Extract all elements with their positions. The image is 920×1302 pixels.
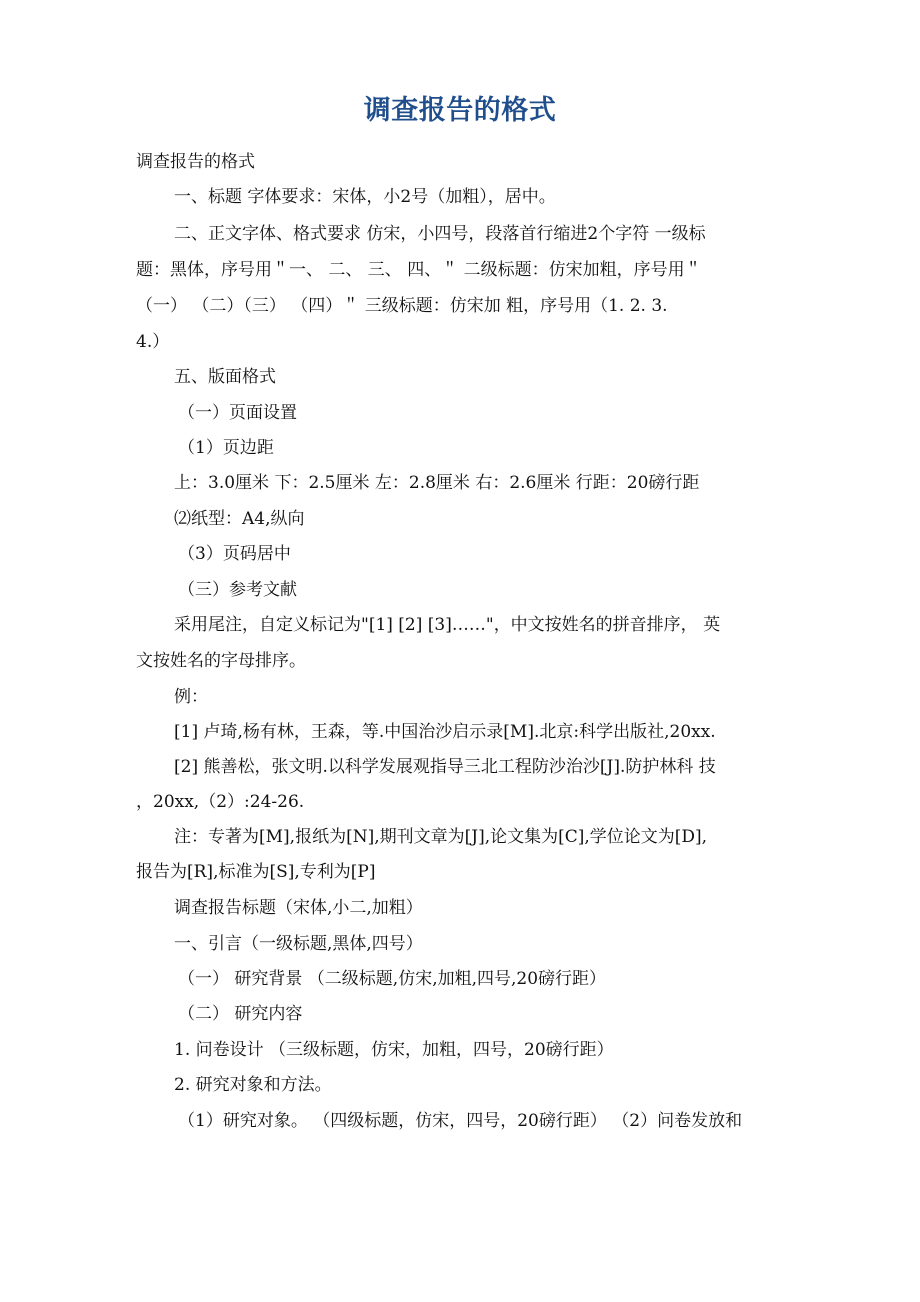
body-line: 一、引言（一级标题,黑体,四号） <box>174 934 423 954</box>
body-line: （三）参考文献 <box>178 580 297 600</box>
body-line: （1）研究对象。 （四级标题，仿宋，四号，20磅行距） （2）问卷发放和 <box>178 1111 743 1131</box>
body-line: 2. 研究对象和方法。 <box>174 1075 332 1095</box>
body-line: 题：黑体，序号用＂一、 二、 三、 四、＂ 二级标题：仿宋加粗，序号用＂ <box>136 260 702 280</box>
body-line: （一）页面设置 <box>178 403 297 423</box>
body-line: 例： <box>174 687 208 707</box>
body-line: 注：专著为[M],报纸为[N],期刊文章为[J],论文集为[C],学位论文为[D], <box>174 827 708 847</box>
body-line: ⑵纸型：A4,纵向 <box>174 509 305 529</box>
body-line: 二、正文字体、格式要求 仿宋，小四号，段落首行缩进2个字符 一级标 <box>174 224 706 244</box>
body-line: 调查报告标题（宋体,小二,加粗） <box>174 898 423 918</box>
body-line: 一、标题 字体要求：宋体，小2号（加粗），居中。 <box>174 187 556 207</box>
body-line: ，20xx,（2）:24-26. <box>136 792 305 812</box>
body-line: 五、版面格式 <box>174 367 276 387</box>
body-line: （一） 研究背景 （二级标题,仿宋,加粗,四号,20磅行距） <box>178 969 607 989</box>
body-line: 采用尾注，自定义标记为"[1] [2] [3]……"，中文按姓名的拼音排序， 英 <box>174 615 721 635</box>
body-line: （3）页码居中 <box>178 544 291 564</box>
body-line: 上：3.0厘米 下：2.5厘米 左：2.8厘米 右：2.6厘米 行距：20磅行距 <box>174 473 700 493</box>
reference-item: [2] 熊善松，张文明.以科学发展观指导三北工程防沙治沙[J].防护林科 技 <box>174 757 716 777</box>
body-line: 4.） <box>136 332 170 352</box>
body-line: （一） （二）（三） （四）＂ 三级标题：仿宋加 粗，序号用（1. 2. 3. <box>136 296 668 316</box>
body-line: 调查报告的格式 <box>136 152 255 172</box>
body-line: 报告为[R],标准为[S],专利为[P] <box>136 862 376 882</box>
body-line: （二） 研究内容 <box>178 1004 303 1024</box>
reference-item: [1] 卢琦,杨有林，王森，等.中国治沙启示录[M].北京:科学出版社,20xx. <box>174 722 716 742</box>
body-line: （1）页边距 <box>178 438 274 458</box>
document-title: 调查报告的格式 <box>363 95 557 126</box>
body-line: 1. 问卷设计 （三级标题，仿宋，加粗，四号，20磅行距） <box>174 1040 614 1060</box>
body-line: 文按姓名的字母排序。 <box>136 651 306 671</box>
